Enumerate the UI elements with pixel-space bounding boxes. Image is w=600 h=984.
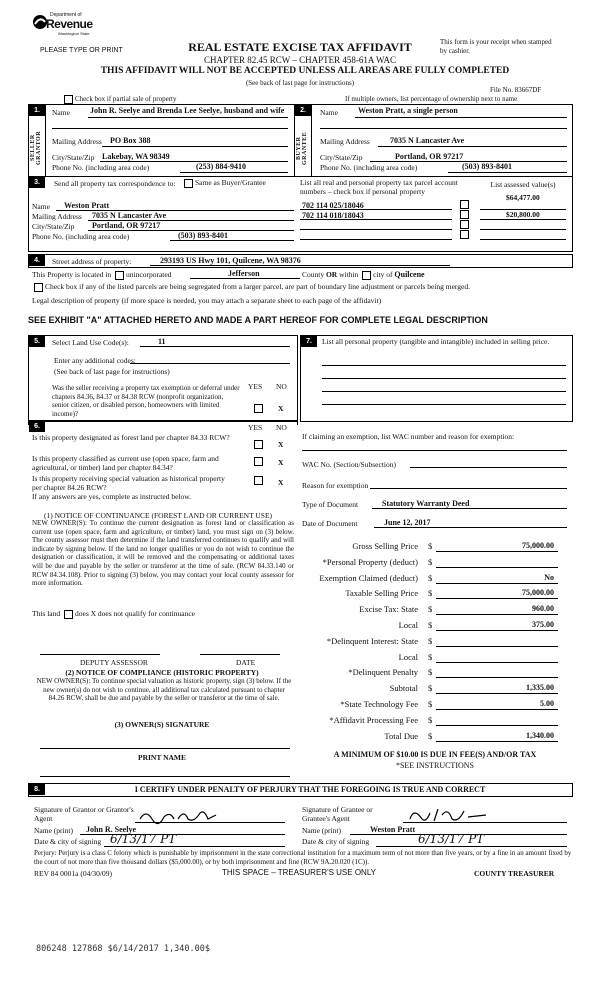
- deputy-assessor-label: DEPUTY ASSESSOR: [80, 658, 148, 667]
- wac-label: WAC No. (Section/Subsection): [302, 460, 396, 469]
- fee-row-currency: $: [428, 588, 433, 599]
- same-as-label: Same as Buyer/Grantee: [195, 178, 266, 187]
- section-6-number: 6.: [29, 421, 45, 432]
- fee-row-label: *State Technology Fee: [340, 699, 418, 709]
- grantor-signature[interactable]: [138, 807, 218, 828]
- value-2[interactable]: $20,800.00: [506, 210, 540, 219]
- warning-text: THIS AFFIDAVIT WILL NOT BE ACCEPTED UNLESS ALL AREAS ARE FULLY COMPLETED: [100, 66, 510, 76]
- fee-row-value[interactable]: 1,340.00: [526, 730, 554, 740]
- fee-row-line: [436, 693, 558, 694]
- s5-see-back: (See back of last page for instructions): [54, 367, 170, 376]
- certify-text: I CERTIFY UNDER PENALTY OF PERJURY THAT THE FOREGOING IS TRUE AND CORRECT: [134, 785, 486, 794]
- notice2-body: NEW OWNER(S): To continue special valuation as historic property, sign (3) below. If the new owner(s) do not wish to continue, all additional tax calculated pursuant to chapter 84.26 RCW, shall be due and payable by the seller or transferor at the time of sale.: [36, 677, 292, 703]
- parcel-1[interactable]: 702 114 025/18046: [302, 201, 364, 210]
- county-label: County: [302, 270, 325, 279]
- same-as-row: [182, 178, 266, 188]
- fee-row-label: Taxable Selling Price: [345, 588, 418, 599]
- s5-no: NO: [276, 382, 287, 391]
- fee-row-label: Local: [398, 620, 418, 630]
- s5-yes: YES: [248, 382, 263, 391]
- buyer-side-label: BUYER GRANTEE: [296, 131, 308, 165]
- street-label: Street address of property:: [52, 257, 132, 266]
- if-yes-note: If any answers are yes, complete as instructed below.: [32, 492, 192, 501]
- seller-city[interactable]: Lakebay, WA 98349: [102, 152, 170, 161]
- or-label: OR: [325, 270, 338, 279]
- fee-row-value[interactable]: 960.00: [532, 604, 554, 614]
- fee-row-value[interactable]: 5.00: [540, 699, 554, 708]
- owner-signature-label: (3) OWNER(S) SIGNATURE: [114, 720, 210, 729]
- historic-question: Is this property receiving special valuation as historical property per chapter 84.26 RCW?: [32, 474, 225, 492]
- legal-label: Legal description of property (if more space is needed, you may attach a separate sheet to each page of the affidavit): [32, 296, 382, 305]
- multiple-owners-note: If multiple owners, list percentage of ownership next to name: [345, 95, 518, 103]
- current-use-answer[interactable]: X: [278, 458, 284, 467]
- see-back: (See back of last page for instructions): [245, 79, 355, 87]
- grantee-date[interactable]: 6/13/17 PT: [418, 832, 485, 846]
- fee-row-currency: $: [428, 541, 433, 551]
- doc-type-label: Type of Document: [302, 500, 359, 509]
- value-header: List assessed value(s): [490, 180, 556, 189]
- forest-question: Is this property designated as forest land per chapter 84.33 RCW?: [32, 433, 230, 442]
- fee-row-currency: $: [428, 699, 433, 709]
- seller-side-label: SELLER GRANTOR: [30, 130, 42, 166]
- does-checkbox[interactable]: [64, 610, 73, 619]
- section-8-number: 8.: [29, 784, 45, 795]
- s3-phone[interactable]: (503) 893-8401: [178, 231, 228, 240]
- doc-type[interactable]: Statutory Warranty Deed: [382, 499, 470, 508]
- fee-row-line: [436, 662, 558, 663]
- city-name[interactable]: Quilcene: [394, 270, 425, 279]
- buyer-phone-label: Phone No. (including area code): [320, 163, 418, 172]
- fee-row-label: *Delinquent Penalty: [348, 667, 418, 678]
- grantor-sig-label: Signature of Grantor or Grantor's Agent: [34, 805, 134, 823]
- partial-sale-label: Check box if partial sale of property: [75, 95, 177, 104]
- segregated-checkbox[interactable]: [34, 283, 43, 292]
- seller-name-label: Name: [52, 108, 70, 117]
- segregated-row: [32, 282, 470, 292]
- minimum-due: A MINIMUM OF $10.00 IS DUE IN FEE(S) AND/OR TAX: [333, 750, 537, 759]
- does-label: does: [75, 609, 89, 618]
- see-instructions: *SEE INSTRUCTIONS: [395, 761, 474, 770]
- fee-row-currency: $: [428, 604, 433, 615]
- fee-row-line: [436, 583, 558, 584]
- forest-yes-checkbox[interactable]: [254, 440, 263, 449]
- logo-top: Department of: [50, 12, 82, 18]
- fee-row-line: [436, 741, 558, 742]
- exemption-yes-checkbox[interactable]: [254, 404, 263, 413]
- fee-row-line: [436, 725, 558, 726]
- parcel-2-checkbox[interactable]: [460, 210, 469, 219]
- dor-logo: [32, 10, 92, 38]
- exhibit-text: SEE EXHIBIT "A" ATTACHED HERETO AND MADE A PART HEREOF FOR COMPLETE LEGAL DESCRIPTION: [28, 315, 488, 325]
- s3-city[interactable]: Portland, OR 97217: [92, 221, 161, 230]
- fee-row-currency: $: [428, 556, 433, 567]
- historic-answer[interactable]: X: [278, 478, 284, 487]
- land-use-label: Select Land Use Code(s):: [52, 338, 129, 347]
- partial-sale-checkbox[interactable]: [64, 95, 73, 104]
- notice2-title: (2) NOTICE OF COMPLIANCE (HISTORIC PROPERTY): [65, 668, 259, 677]
- located-row: [32, 270, 171, 280]
- fee-row-label: *Delinquent Interest: State: [326, 635, 418, 646]
- fee-row-currency: $: [428, 714, 433, 725]
- grantee-name-label: Name (print): [302, 826, 341, 835]
- within-label: within: [339, 270, 359, 279]
- exemption-claim-label: If claiming an exemption, list WAC number and reason for exemption:: [302, 432, 515, 441]
- doc-date[interactable]: June 12, 2017: [384, 518, 431, 527]
- exemption-answer[interactable]: X: [278, 404, 284, 413]
- partial-sale-row: [62, 95, 176, 104]
- file-no: File No. 83667DF: [490, 86, 542, 94]
- this-land-label: This land: [32, 609, 61, 618]
- fee-row-label: Exemption Claimed (deduct): [319, 572, 418, 583]
- unincorporated-label: unincorporated: [126, 270, 172, 279]
- fee-row-currency: $: [428, 683, 433, 694]
- exemption-question: Was the seller receiving a property tax exemption or deferral under chapters 84.36, 84.37 or 84.38 RCW (nonprofit organization, senior citizen, or disabled person, homeowners with limited income)?: [52, 384, 240, 418]
- send-correspondence-label: Send all property tax correspondence to:: [54, 179, 176, 188]
- historic-yes-checkbox[interactable]: [254, 476, 263, 485]
- fee-row-value[interactable]: 375.00: [532, 620, 554, 629]
- grantor-date-label: Date & city of signing: [34, 837, 102, 846]
- section-7-number: 7.: [301, 336, 317, 347]
- fee-row-label: *Personal Property (deduct): [322, 556, 418, 567]
- section-1-number: 1.: [29, 105, 45, 116]
- notice1-title: (1) NOTICE OF CONTINUANCE (FOREST LAND OR CURRENT USE): [44, 511, 273, 520]
- parcel-3-checkbox[interactable]: [460, 220, 469, 229]
- fee-row-currency: $: [428, 730, 433, 741]
- fee-row-line: [436, 646, 558, 647]
- buyer-city-label: City/State/Zip: [320, 153, 363, 162]
- parcel-1-checkbox[interactable]: [460, 200, 469, 209]
- seller-mailing-label: Mailing Address: [52, 137, 102, 146]
- s3-mailing-label: Mailing Address: [32, 212, 82, 221]
- grantor-date[interactable]: 6/13/17 PT: [110, 832, 177, 846]
- county-treasurer: COUNTY TREASURER: [474, 869, 555, 878]
- fee-row-label: Total Due: [384, 730, 418, 741]
- current-use-yes-checkbox[interactable]: [254, 457, 263, 466]
- fee-row-value[interactable]: 75,000.00: [522, 541, 554, 550]
- unincorporated-checkbox[interactable]: [115, 271, 124, 280]
- value-1[interactable]: $64,477.00: [506, 193, 540, 202]
- this-land-row: [32, 609, 195, 619]
- fee-row-label: Gross Selling Price: [352, 541, 418, 551]
- does-not-label[interactable]: X does not: [90, 609, 124, 618]
- grantee-name[interactable]: Weston Pratt: [370, 825, 416, 834]
- fee-row-line: [436, 598, 558, 599]
- fee-row-line: [436, 677, 558, 678]
- current-use-question: Is this property classified as current use (open space, farm and agricultural, or timber) land per chapter 84.34?: [32, 454, 219, 472]
- seller-mailing[interactable]: PO Box 388: [110, 136, 151, 145]
- segregated-label: Check box if any of the listed parcels are being segregated from a larger parcel, are part of boundary line adjustment or parcels being merged.: [45, 282, 470, 291]
- county-name[interactable]: Jefferson: [228, 269, 260, 278]
- fee-row-value[interactable]: 75,000.00: [522, 588, 554, 598]
- fee-row-value[interactable]: 1,335.00: [526, 683, 554, 693]
- grantee-signature[interactable]: [408, 805, 488, 828]
- buyer-city[interactable]: Portland, OR 97217: [395, 152, 464, 161]
- personal-property-label: List all personal property (tangible and intangible) included in selling price.: [322, 337, 550, 346]
- qualify-label: qualify for continuance: [125, 609, 195, 618]
- parcel-2[interactable]: 702 114 018/18043: [302, 211, 364, 220]
- section-4-number: 4.: [29, 255, 45, 266]
- city-checkbox[interactable]: [362, 271, 371, 280]
- logo-main: Revenue: [46, 17, 93, 31]
- land-use-code[interactable]: 11: [158, 337, 166, 346]
- doc-date-label: Date of Document: [302, 519, 358, 528]
- s6-no: NO: [276, 423, 287, 432]
- fee-row-label: *Affidavit Processing Fee: [329, 714, 418, 725]
- county-or-row: [302, 270, 425, 280]
- buyer-phone[interactable]: (503) 893-8401: [462, 162, 512, 171]
- fee-row-currency: $: [428, 635, 433, 646]
- seller-city-label: City/State/Zip: [52, 153, 95, 162]
- fee-row-line: [436, 551, 558, 552]
- reason-label: Reason for exemption: [302, 481, 369, 490]
- s6-yes: YES: [248, 423, 263, 432]
- treasurer-space: THIS SPACE – TREASURER'S USE ONLY: [222, 868, 377, 877]
- fee-row-currency: $: [428, 667, 433, 678]
- forest-answer[interactable]: X: [278, 440, 284, 449]
- fee-row-label: Subtotal: [389, 683, 418, 694]
- date-label: DATE: [236, 658, 256, 667]
- fee-row-value[interactable]: No: [544, 572, 554, 582]
- receipt-note: This form is your receipt when stamped by cashier.: [440, 38, 552, 55]
- perjury-notice: Perjury: Perjury is a class C felony which is punishable by imprisonment in the state correctional institution for a maximum term of not more than five years, or by a fine in an amount fixed by the court of not more than five thousand dollars ($5,000.00), or by both imprisonment and fine (RCW 9A.20.020 (1C)).: [34, 849, 572, 866]
- fee-row-currency: $: [428, 572, 433, 583]
- additional-codes-label: Enter any additional codes:: [54, 356, 136, 365]
- notice1-body: NEW OWNER(S): To continue the current designation as forest land or classification as current use (open space, farm and agriculture, or timber) land, you must sign on (3) below. The county assessor must then determine if the land transferred continues to qualify and will indicate by signing below. If the land no longer qualifies or you do not wish to continue the designation or classification, it will be removed and the compensating or additional taxes will be due and payable by the seller or transferor at the time of sale. (RCW 84.33.140 or RCW 84.34.108). Prior to signing (3) below, you may contact your local county assessor for more information.: [32, 519, 294, 588]
- fee-row-label: Local: [398, 651, 418, 662]
- form-chapter: CHAPTER 82.45 RCW – CHAPTER 458-61A WAC: [204, 55, 396, 65]
- parcel-header: List all real and personal property tax parcel account numbers – check box if personal property: [300, 178, 458, 196]
- fee-row-currency: $: [428, 620, 433, 630]
- receipt-stamp: 806248 127868 $6/14/2017 1,340.00$: [36, 944, 210, 954]
- street-address[interactable]: 293193 US Hwy 101, Quilcene, WA 98376: [160, 256, 301, 265]
- section-5-number: 5.: [29, 336, 45, 347]
- section-2-number: 2.: [295, 105, 311, 116]
- print-name-label: PRINT NAME: [138, 753, 186, 762]
- s3-name[interactable]: Weston Pratt: [64, 201, 110, 210]
- fee-row-line: [436, 567, 558, 568]
- seller-phone-label: Phone No. (including area code): [52, 163, 150, 172]
- grantor-name-label: Name (print): [34, 826, 73, 835]
- fee-row-line: [436, 614, 558, 615]
- grantee-sig-label: Signature of Grantee or Grantee's Agent: [302, 805, 373, 823]
- city-of-label: city of: [373, 270, 393, 279]
- parcel-4-checkbox[interactable]: [460, 230, 469, 239]
- s3-phone-label: Phone No. (including area code): [32, 232, 130, 241]
- seller-phone[interactable]: (253) 884-9410: [196, 162, 246, 171]
- buyer-mailing[interactable]: 7035 N Lancaster Ave: [390, 136, 465, 145]
- fee-row-label: Excise Tax: State: [359, 604, 418, 615]
- s3-mailing[interactable]: 7035 N Lancaster Ave: [92, 211, 167, 220]
- logo-sub: Washington State: [58, 31, 90, 36]
- located-label: This Property is located in: [32, 270, 112, 279]
- form-title: REAL ESTATE EXCISE TAX AFFIDAVIT: [188, 40, 412, 54]
- section-3-number: 3.: [29, 177, 45, 188]
- grantee-date-label: Date & city of signing: [302, 837, 370, 846]
- seller-name[interactable]: John R. Seelye and Brenda Lee Seelye, husband and wife: [90, 106, 285, 115]
- fee-row-line: [436, 709, 558, 710]
- same-as-checkbox[interactable]: [184, 179, 193, 188]
- rev-number: REV 84 0001a (04/30/09): [34, 869, 112, 878]
- grantor-name[interactable]: John R. Seelye: [86, 825, 136, 834]
- please-type: PLEASE TYPE OR PRINT: [40, 47, 123, 54]
- fee-row-line: [436, 630, 558, 631]
- buyer-name[interactable]: Weston Pratt, a single person: [358, 106, 458, 115]
- buyer-name-label: Name: [320, 108, 338, 117]
- fee-row-currency: $: [428, 651, 433, 662]
- s3-city-label: City/State/Zip: [32, 222, 75, 231]
- buyer-mailing-label: Mailing Address: [320, 137, 370, 146]
- s3-name-label: Name: [32, 202, 50, 211]
